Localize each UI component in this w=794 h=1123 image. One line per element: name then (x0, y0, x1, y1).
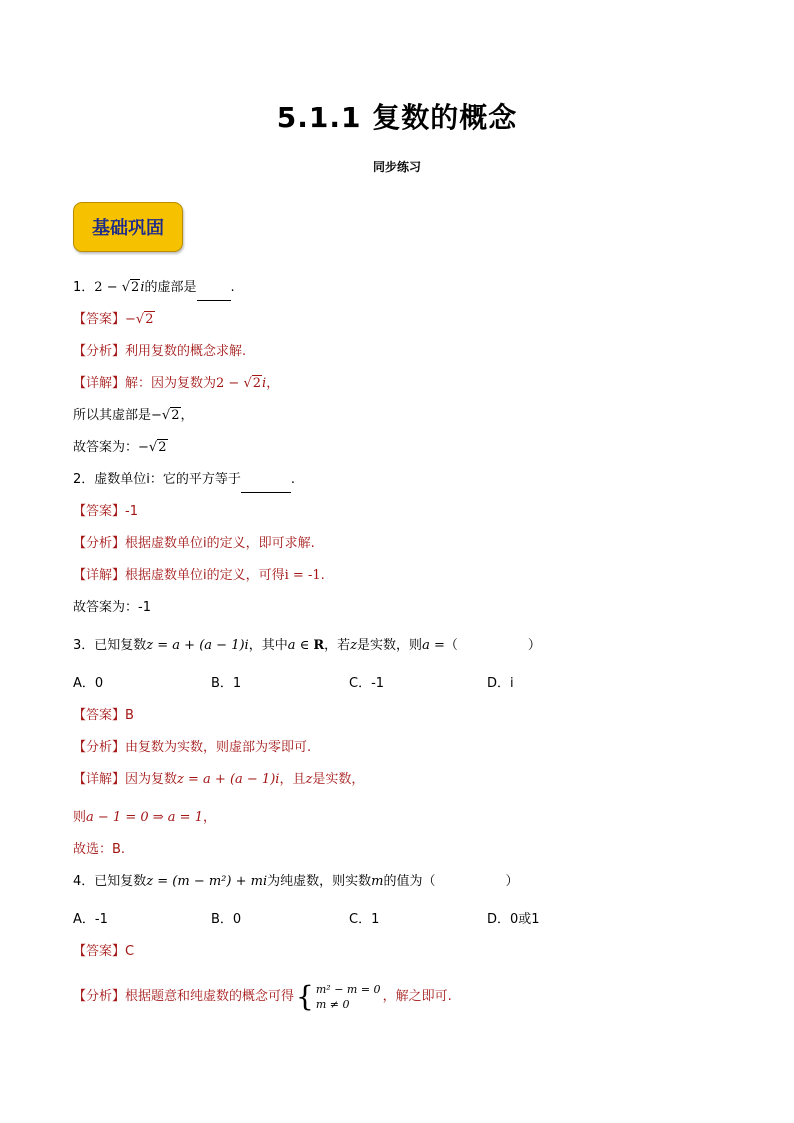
section-badge: 基础巩固 (73, 202, 183, 252)
answer-line: 【答案】B (73, 708, 134, 723)
analysis-line: 【分析】根据虚数单位i的定义，即可求解. (73, 536, 315, 551)
answer-label: 【答案】 (73, 944, 126, 959)
analysis-label: 【分析】 (73, 344, 126, 359)
page-title: 5.1.1 复数的概念 (276, 101, 518, 134)
math-number: 2 (94, 280, 103, 295)
detail-label: 【详解】 (73, 772, 126, 787)
analysis-line: 【分析】利用复数的概念求解. (73, 344, 247, 359)
question-4: 4．已知复数z = (m − m²) + mi为纯虚数，则实数m的值为（ ） (73, 874, 519, 889)
option-d: D．0或1 (487, 912, 540, 927)
analysis-line: 【分析】由复数为实数，则虚部为零即可. (73, 740, 312, 755)
option-c: C．1 (349, 912, 380, 927)
option-d: D．i (487, 676, 514, 691)
detail-line: 【详解】根据虚数单位i的定义，可得i = -1. (73, 568, 325, 583)
option-c: C．-1 (349, 676, 385, 691)
question-3: 3．已知复数z = a + (a − 1)i，其中a ∈ R，若z是实数，则a =（ ） (73, 638, 541, 653)
math-expression: z = (m − m²) + mi (146, 874, 268, 889)
analysis-label: 【分析】 (73, 989, 126, 1004)
option-b: B．1 (211, 676, 242, 691)
sqrt-expression: √2 (148, 440, 167, 455)
sqrt-expression: √2 (243, 376, 262, 391)
question-text: 的虚部是 (144, 280, 197, 295)
answer-label: 【答案】 (73, 312, 126, 327)
final-answer-line: 故答案为：−√2 (73, 436, 733, 468)
analysis-label: 【分析】 (73, 740, 126, 755)
answer-blank (241, 468, 291, 493)
equation-system: { m² − m = 0 m ≠ 0 (296, 979, 381, 1013)
question-text: 虚数单位i：它的平方等于 (94, 472, 241, 487)
answer-line: 【答案】−√2 (73, 308, 733, 340)
math-expression: z = a + (a − 1)i (146, 638, 249, 653)
answer-line: 【答案】-1 (73, 504, 138, 519)
question-number: 4． (73, 874, 95, 889)
detail-line: 则a − 1 = 0 ⇒ a = 1， (73, 810, 216, 825)
sqrt-expression: √2 (135, 312, 154, 327)
analysis-line: 【分析】根据题意和纯虚数的概念可得 { m² − m = 0 m ≠ 0 ，解之即可. (73, 979, 452, 1013)
final-answer-line: 故答案为：-1 (73, 600, 151, 615)
options-line (73, 908, 733, 940)
answer-blank (197, 276, 231, 301)
question-number: 2． (73, 472, 95, 487)
final-answer-line: 故选：B. (73, 842, 126, 857)
question-number: 1． (73, 280, 95, 295)
sqrt-expression: √2 (121, 280, 140, 295)
option-b: B．0 (211, 912, 242, 927)
math-minus: − (106, 280, 118, 295)
option-a: A．-1 (73, 912, 108, 927)
page-subtitle: 同步练习 (372, 160, 421, 174)
document-body (73, 276, 733, 1022)
detail-label: 【详解】 (73, 568, 126, 583)
detail-label: 【详解】 (73, 376, 126, 391)
answer-line: 【答案】C (73, 944, 135, 959)
question-number: 3． (73, 638, 95, 653)
detail-line: 所以其虚部是−√2， (73, 404, 733, 436)
sqrt-expression: √2 (161, 408, 180, 423)
left-brace-icon: { (296, 979, 314, 1013)
answer-label: 【答案】 (73, 504, 126, 519)
answer-label: 【答案】 (73, 708, 126, 723)
options-line (73, 672, 733, 704)
analysis-label: 【分析】 (73, 536, 126, 551)
question-1: 1．2 − √2i的虚部是 . (73, 276, 733, 308)
option-a: A．0 (73, 676, 104, 691)
imaginary-unit: i (140, 280, 145, 295)
detail-line: 【详解】因为复数z = a + (a − 1)i，且z是实数， (73, 772, 365, 787)
question-2: 2．虚数单位i：它的平方等于 . (73, 468, 733, 500)
detail-line: 【详解】解：因为复数为2 − √2i， (73, 372, 733, 404)
